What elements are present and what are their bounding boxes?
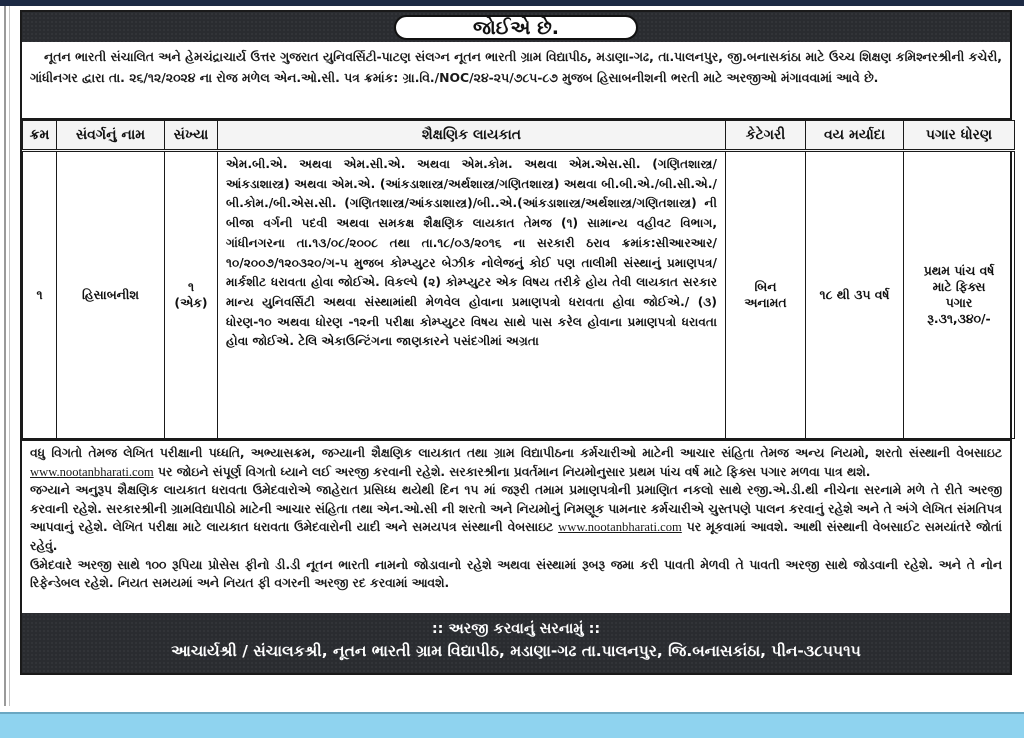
header-category: કેટેગરી [726, 121, 806, 151]
intro-paragraph [22, 42, 1010, 120]
intro-text: નૂતન ભારતી સંચાલિત અને હેમચંદ્રાચાર્ય ઉત્તર ગુજરાત યુનિવર્સિટી-પાટણ સંલગ્ન નૂતન ભારતી ગ્રામ વિદ્યાપીઠ, મડાણા-ગઢ, તા.પાલનપુર, જી.બનાસકાંઠા માટે ઉચ્ચ શિક્ષણ કમિશ્નરશ્રીની કચેરી, ગાંધીનગર દ્વારા તા. ૨૬/૧૨/૨૦૨૪ ના રોજ મળેલ એન.ઓ.સી. પત્ર ક્રમાંક: ગ્રા.વિ./NOC/૨૪-૨૫/૭૮૫-૮૭ મુજબ હિસાબનીશની ભરતી માટે અરજીઓ મંગાવવામાં આવે છે. [30, 49, 1002, 85]
cell-sr: ૧ [23, 151, 57, 439]
header-pay-scale: પગાર ધોરણ [904, 121, 1015, 151]
page-edge-rule-inner [9, 6, 10, 706]
cell-post-name: હિસાબનીશ [57, 151, 165, 439]
cell-age-limit: ૧૮ થી ૩૫ વર્ષ [806, 151, 904, 439]
pay-line-1: પ્રથમ પાંચ વર્ષ [923, 263, 995, 278]
count-number: ૧ [187, 279, 195, 294]
note-paragraph-3: ઉમેદવારે અરજી સાથે ૧૦૦ રૂપિયા પ્રોસેસ ફીનો ડી.ડી નૂતન ભારતી નામનો જોડાવાનો રહેશે અથવા સંસ્થામાં રૂબરૂ જમા કરી પાવતી મેળવી તે પાવતી અરજી સાથે જોડવાની રહેશે. અને તે નોન રિફેન્ડેબલ રહેશે. નિયત સમયમાં અને નિયત ફી વગરની અરજી રદ કરવામાં આવશે. [30, 557, 1002, 591]
ad-title: જોઈએ છે. [394, 15, 638, 40]
website-link[interactable]: www.nootanbharati.com [558, 520, 682, 535]
address-band [22, 613, 1010, 673]
header-post-name: સંવર્ગનું નામ [57, 121, 165, 151]
recruitment-advertisement [20, 10, 1012, 675]
cell-qualification: એમ.બી.એ. અથવા એમ.સી.એ. અથવા એમ.કોમ. અથવા એમ.એસ.સી. (ગણિતશાસ્ત્ર/આંકડાશાસ્ત્ર) અથવા એમ.એ. (આંકડાશાસ્ત્ર/અર્થશાસ્ત્ર/ગણિતશાસ્ત્ર) અથવા બી.બી.એ./બી.સી.એ./બી.કોમ./બી.એસ.સી. (ગણિતશાસ્ત્ર/આંકડાશાસ્ત્ર)/બી..એ.(આંકડાશાસ્ત્ર/અર્થશાસ્ત્ર/ગણિતશાસ્ત્ર) ની બીજા વર્ગની પદવી અથવા સમકક્ષ શૈક્ષણિક લાયકાત તેમજ (૧) સામાન્ય વહીવટ વિભાગ, ગાંધીનગરના તા.૧૩/૦૮/૨૦૦૮ તથા તા.૧૮/૦૩/૨૦૧૬ ના સરકારી ઠરાવ ક્રમાંક:સીઆરઆર/૧૦/૨૦૦૭/૧૨૦૩૨૦/ગ-૫ મુજબ કોમ્પ્યુટર બેઝીક નોલેજનું કોઈ પણ તાલીમી સંસ્થાનું પ્રમાણપત્ર/માર્કશીટ ધરાવતા હોવા જોઈએ. વિકલ્પે (૨) કોમ્પ્યુટર એક વિષય તરીકે હોય તેવી લાયકાત સરકાર માન્ય યુનિવર્સિટી અથવા સંસ્થામાંથી મેળવેલ હોવાના પ્રમાણપત્રો ધરાવતા હોવા જોઈએ./ (૩) ધોરણ-૧૦ અથવા ધોરણ -૧૨ની પરીક્ષા કોમ્પ્યુટર વિષય સાથે પાસ કરેલ હોવાના પ્રમાણપત્રો ધરાવતા હોવા જોઈએ. ટેલિ એકાઉન્ટિંગના જાણકારને પસંદગીમાં અગ્રતા [218, 151, 726, 439]
header-age-limit: વય મર્યાદા [806, 121, 904, 151]
note-2-text-b: પર મૂકવામાં આવશે. આથી સંસ્થાની વેબસાઈટ સમયાંતરે જોતાં રહેવું. [30, 520, 1002, 553]
pay-line-2: માટે ફિક્સ [932, 279, 986, 294]
instructions-block [22, 439, 1010, 629]
header-sr: ક્રમ [23, 121, 57, 151]
cell-category [726, 151, 806, 439]
address-title: :: અરજી કરવાનું સરનામું :: [431, 621, 601, 637]
header-qualification: શૈક્ષણિક લાયકાત [218, 121, 726, 151]
pay-line-3: પગાર [945, 295, 973, 310]
header-count: સંખ્યા [165, 121, 218, 151]
note-paragraph-1 [30, 444, 1002, 481]
note-2-text-a: જગ્યાને અનુરૂપ શૈક્ષણિક લાયકાત ધરાવતા ઉમેદવારોએ જાહેરાત પ્રસિધ્ધ થયેથી દિન ૧૫ માં જરૂરી તમામ પ્રમાણપત્રોની પ્રમાણિત નકલો સાથે રજી.એ.ડી.થી નીચેના સરનામે મળે તે રીતે અરજી કરવાની રહેશે. સરકારશ્રીની ગ્રામવિદ્યાપીઠો માટેની આચાર સંહિતા તથા એન.ઓ.સી ની શરતો અને નિયમોનું નિમણૂક પામનાર કર્મચારીએ ચુસ્તપણે પાલન કરવાનું રહેશે અને તે અંગે લેખિત સંમતિપત્ર આપવાનું રહેશે. લેખિત પરીક્ષા માટે લાયકાત ધરાવતા ઉમેદવારોની યાદી અને સમયપત્ર સંસ્થાની વેબસાઇટ [30, 483, 1002, 535]
address-line: આચાર્યશ્રી / સંચાલકશ્રી, નૂતન ભારતી ગ્રામ વિદ્યાપીઠ, મડાણા-ગઢ તા.પાલનપુર, જિ.બનાસકાંઠા, પીન-૩૮૫૫૧૫ [171, 642, 861, 660]
count-word: (એક) [174, 295, 208, 310]
vacancy-table [22, 120, 1015, 439]
page-edge-rule [4, 6, 6, 706]
bottom-blue-bar [0, 712, 1024, 738]
cell-count [165, 151, 218, 439]
top-strip [0, 0, 1024, 6]
note-paragraph-2 [30, 481, 1002, 555]
note-1-text-b: પર જોઇને સંપૂર્ણ વિગતો ધ્યાને લઈ અરજી કરવાની રહેશે. સરકારશ્રીના પ્રવર્તમાન નિયમોનુસાર પ્રથમ પાંચ વર્ષ માટે ફિક્સ પગાર મળવા પાત્ર થશે. [157, 464, 871, 479]
pay-line-4: રૂ.૩૧,૩૪૦/- [927, 311, 991, 326]
header-band [22, 12, 1010, 42]
table-row [23, 151, 1015, 439]
note-1-text-a: વધુ વિગતો તેમજ લેખિત પરીક્ષાની પધ્ધતિ, અભ્યાસક્રમ, જગ્યાની શૈક્ષણિક લાયકાત તથા ગ્રામ વિદ્યાપીઠના કર્મચારીઓ માટેની આચાર સંહિતા તેમજ અન્ય નિયમો, શરતો સંસ્થાની વેબસાઇટ [30, 446, 1002, 460]
cell-pay-scale [904, 151, 1015, 439]
category-line-1: બિન [754, 279, 777, 294]
website-link[interactable]: www.nootanbharati.com [30, 464, 154, 479]
category-line-2: અનામત [744, 295, 787, 310]
table-header-row [23, 121, 1015, 151]
